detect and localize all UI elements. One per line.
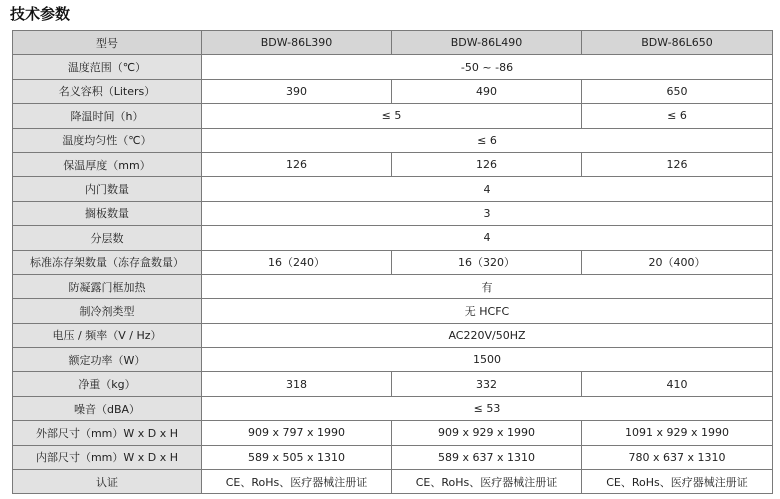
value-cell: 390 [202,79,392,103]
table-row [13,372,773,396]
value-cell: ≤ 5 [202,104,582,128]
row-label-cell: 噪音（dBA） [13,396,202,420]
value-cell: 1091 x 929 x 1990 [582,421,773,445]
row-label-cell: 保温厚度（mm） [13,152,202,176]
value-cell: ≤ 6 [582,104,773,128]
value-cell: 589 x 637 x 1310 [392,445,582,469]
table-row [13,128,773,152]
value-cell: 126 [202,152,392,176]
table-row [13,226,773,250]
value-cell: 318 [202,372,392,396]
table-row [13,323,773,347]
value-cell: 909 x 797 x 1990 [202,421,392,445]
spec-table-body [13,31,773,494]
value-cell: AC220V/50HZ [202,323,773,347]
value-cell: 589 x 505 x 1310 [202,445,392,469]
row-label-cell: 内部尺寸（mm）W x D x H [13,445,202,469]
value-cell: 126 [582,152,773,176]
value-cell: 490 [392,79,582,103]
value-cell: CE、RoHs、医疗器械注册证 [582,470,773,494]
table-row [13,299,773,323]
row-label-cell: 额定功率（W） [13,348,202,372]
value-cell: 4 [202,177,773,201]
value-cell: -50 ~ -86 [202,55,773,79]
table-header-row [13,31,773,55]
value-cell: 4 [202,226,773,250]
table-row [13,274,773,298]
value-cell: 20（400） [582,250,773,274]
row-label-cell: 标准冻存架数量（冻存盒数量） [13,250,202,274]
table-row [13,104,773,128]
row-label-cell: 外部尺寸（mm）W x D x H [13,421,202,445]
value-cell: 909 x 929 x 1990 [392,421,582,445]
row-label-cell: 制冷剂类型 [13,299,202,323]
table-row [13,55,773,79]
value-cell: 16（240） [202,250,392,274]
value-cell: ≤ 6 [202,128,773,152]
table-row [13,177,773,201]
table-row [13,470,773,494]
table-row [13,348,773,372]
table-row [13,421,773,445]
value-cell: 332 [392,372,582,396]
value-cell: 16（320） [392,250,582,274]
row-label-cell: 温度范围（℃） [13,55,202,79]
row-label-cell: 名义容积（Liters） [13,79,202,103]
value-cell: 410 [582,372,773,396]
row-label-cell: 内门数量 [13,177,202,201]
row-label-cell: 认证 [13,470,202,494]
header-model-cell: BDW-86L390 [202,31,392,55]
row-label-cell: 温度均匀性（℃） [13,128,202,152]
spec-table [12,30,773,494]
row-label-cell: 电压 / 频率（V / Hz） [13,323,202,347]
table-row [13,79,773,103]
table-row [13,201,773,225]
table-row [13,396,773,420]
value-cell: 126 [392,152,582,176]
page-title: 技术参数 [10,5,71,23]
value-cell: CE、RoHs、医疗器械注册证 [392,470,582,494]
value-cell: ≤ 53 [202,396,773,420]
table-row [13,445,773,469]
header-model-cell: BDW-86L490 [392,31,582,55]
row-label-cell: 分层数 [13,226,202,250]
table-row [13,152,773,176]
row-label-cell: 降温时间（h） [13,104,202,128]
value-cell: 650 [582,79,773,103]
header-model-cell: BDW-86L650 [582,31,773,55]
header-label-cell: 型号 [13,31,202,55]
row-label-cell: 搁板数量 [13,201,202,225]
table-row [13,250,773,274]
value-cell: 3 [202,201,773,225]
value-cell: 1500 [202,348,773,372]
row-label-cell: 防凝露门框加热 [13,274,202,298]
row-label-cell: 净重（kg） [13,372,202,396]
value-cell: 有 [202,274,773,298]
value-cell: CE、RoHs、医疗器械注册证 [202,470,392,494]
value-cell: 无 HCFC [202,299,773,323]
value-cell: 780 x 637 x 1310 [582,445,773,469]
